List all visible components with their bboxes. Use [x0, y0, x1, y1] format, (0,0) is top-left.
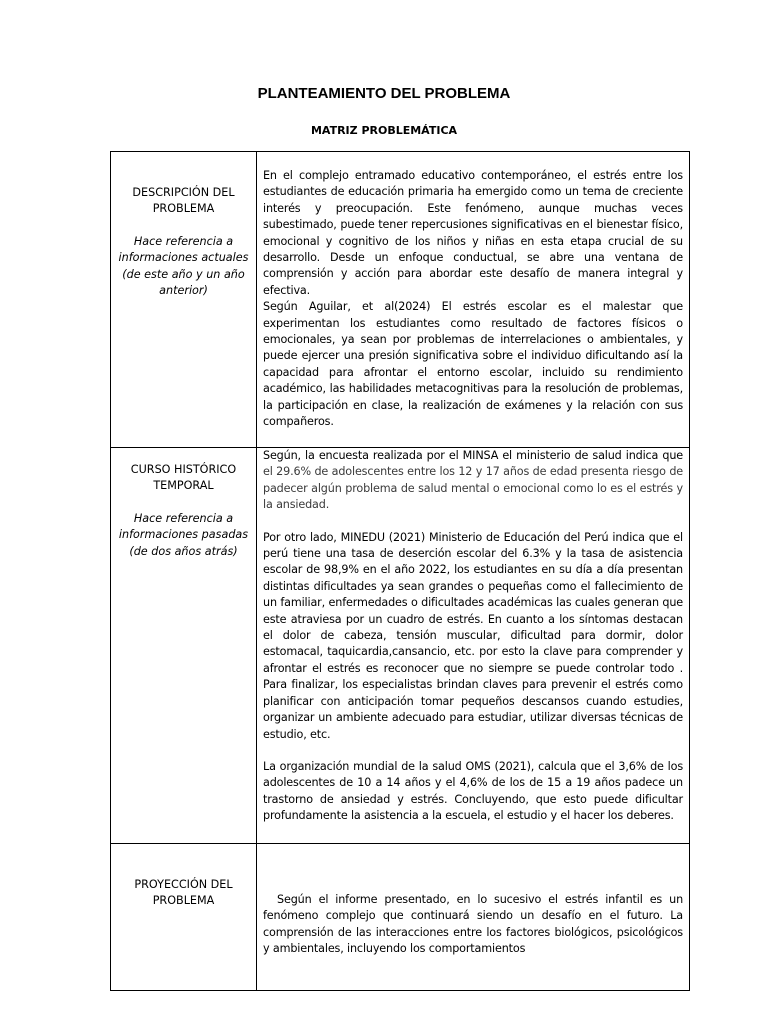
page-title: PLANTEAMIENTO DEL PROBLEMA	[257, 85, 511, 102]
proyeccion-paragraph: Según el informe presentado, en lo sucesivo el estrés infantil es un fenómeno complejo que continuará siendo un desafío en el futuro. La comprensión de las interacciones entre los factores biológicos, psicológicos y ambientales, incluyendo los comportamientos	[263, 892, 687, 956]
row-content-cell	[257, 448, 690, 844]
curso-paragraph-2: Por otro lado, MINEDU (2021) Ministerio de Educación del Perú indica que el perú tiene una tasa de deserción escolar del 6.3% y la tasa de asistencia escolar de 98,9% en el año 2022, los estudiantes en su día a día presentan distintas dificultades ya sean grandes o pequeñas como el fallecimiento de un familiar, enfermedades o dificultades académicas las cuales generan que este atraviesa por un cuadro de estrés. En cuanto a los síntomas destacan el dolor de cabeza, tensión muscular, dificultad para dormir, dolor estomacal, taquicardia,cansancio, etc. por esto la clave para comprender y afrontar el estrés es reconocer que no siempre se puede controlar todo . Para finalizar, los especialistas brindan claves para prevenir el estrés como planificar con anticipación tomar pequeños descansos cuando estudies, organizar un ambiente adecuado para estudiar, utilizar diversas técnicas de estudio, etc.	[263, 530, 683, 741]
curso-paragraph-1-lead: Según, la encuesta realizada por el MINSA el ministerio de salud indica que	[263, 449, 683, 462]
row-label-cell	[111, 152, 257, 448]
page-subtitle	[0, 124, 768, 137]
row-label-cell	[111, 448, 257, 844]
row-label-descripcion: DESCRIPCIÓN DEL PROBLEMA	[132, 186, 235, 216]
row-content-cell	[257, 844, 690, 991]
row-note-descripcion: Hace referencia a informaciones actuales (de este año y un año anterior)	[118, 234, 249, 298]
row-content-cell	[257, 152, 690, 448]
curso-paragraph-1	[263, 448, 683, 514]
descripcion-paragraph-1: En el complejo entramado educativo contemporáneo, el estrés entre los estudiantes de educación primaria ha emergido como un tema de creciente interés y preocupación. Este fenómeno, aunque muchas veces subestimado, puede tener repercusiones significativas en el bienestar físico, emocional y cognitivo de los niños y niñas en esta etapa crucial de su desarrollo. Desde un enfoque conductual, se abre una ventana de comprensión y acción para abordar este desafío de manera integral y efectiva.	[263, 169, 683, 297]
descripcion-paragraph-2: Según Aguilar, et al(2024) El estrés escolar es el malestar que experimentan los estudiantes como resultado de factores físicos o emocionales, ya sean por problemas de interrelaciones o ambientales, y puede ejercer una presión significativa sobre el individuo dificultando así la capacidad para afrontar el entorno escolar, incluido su rendimiento académico, las habilidades metacognitivas para la resolución de problemas, la participación en clase, la realización de exámenes y la relación con sus compañeros.	[263, 300, 683, 429]
row-label-cell	[111, 844, 257, 991]
table-row-proyeccion	[111, 844, 690, 991]
table-row-curso-historico	[111, 448, 690, 844]
row-label-proyeccion: PROYECCIÓN DEL PROBLEMA	[134, 878, 233, 908]
row-label-curso-historico: CURSO HISTÓRICO TEMPORAL	[130, 463, 237, 493]
table-row-descripcion	[111, 152, 690, 448]
subtitle-text: MATRIZ PROBLEMÁTICA	[310, 124, 458, 137]
curso-paragraph-1-highlight: el 29.6% de adolescentes entre los 12 y 17 años de edad presenta riesgo de padecer algún problema de salud mental o emocional como lo es el estrés y la ansiedad.	[263, 465, 683, 512]
problem-matrix-table	[110, 151, 690, 991]
row-note-curso-historico: Hace referencia a informaciones pasadas (de dos años atrás)	[118, 511, 249, 558]
curso-paragraph-3: La organización mundial de la salud OMS (2021), calcula que el 3,6% de los adolescentes de 10 a 14 años y el 4,6% de los de 15 a 19 años padece un trastorno de ansiedad y estrés. Concluyendo, que esto puede dificultar profundamente la asistencia a la escuela, el estudio y el hacer los deberes.	[263, 759, 683, 823]
